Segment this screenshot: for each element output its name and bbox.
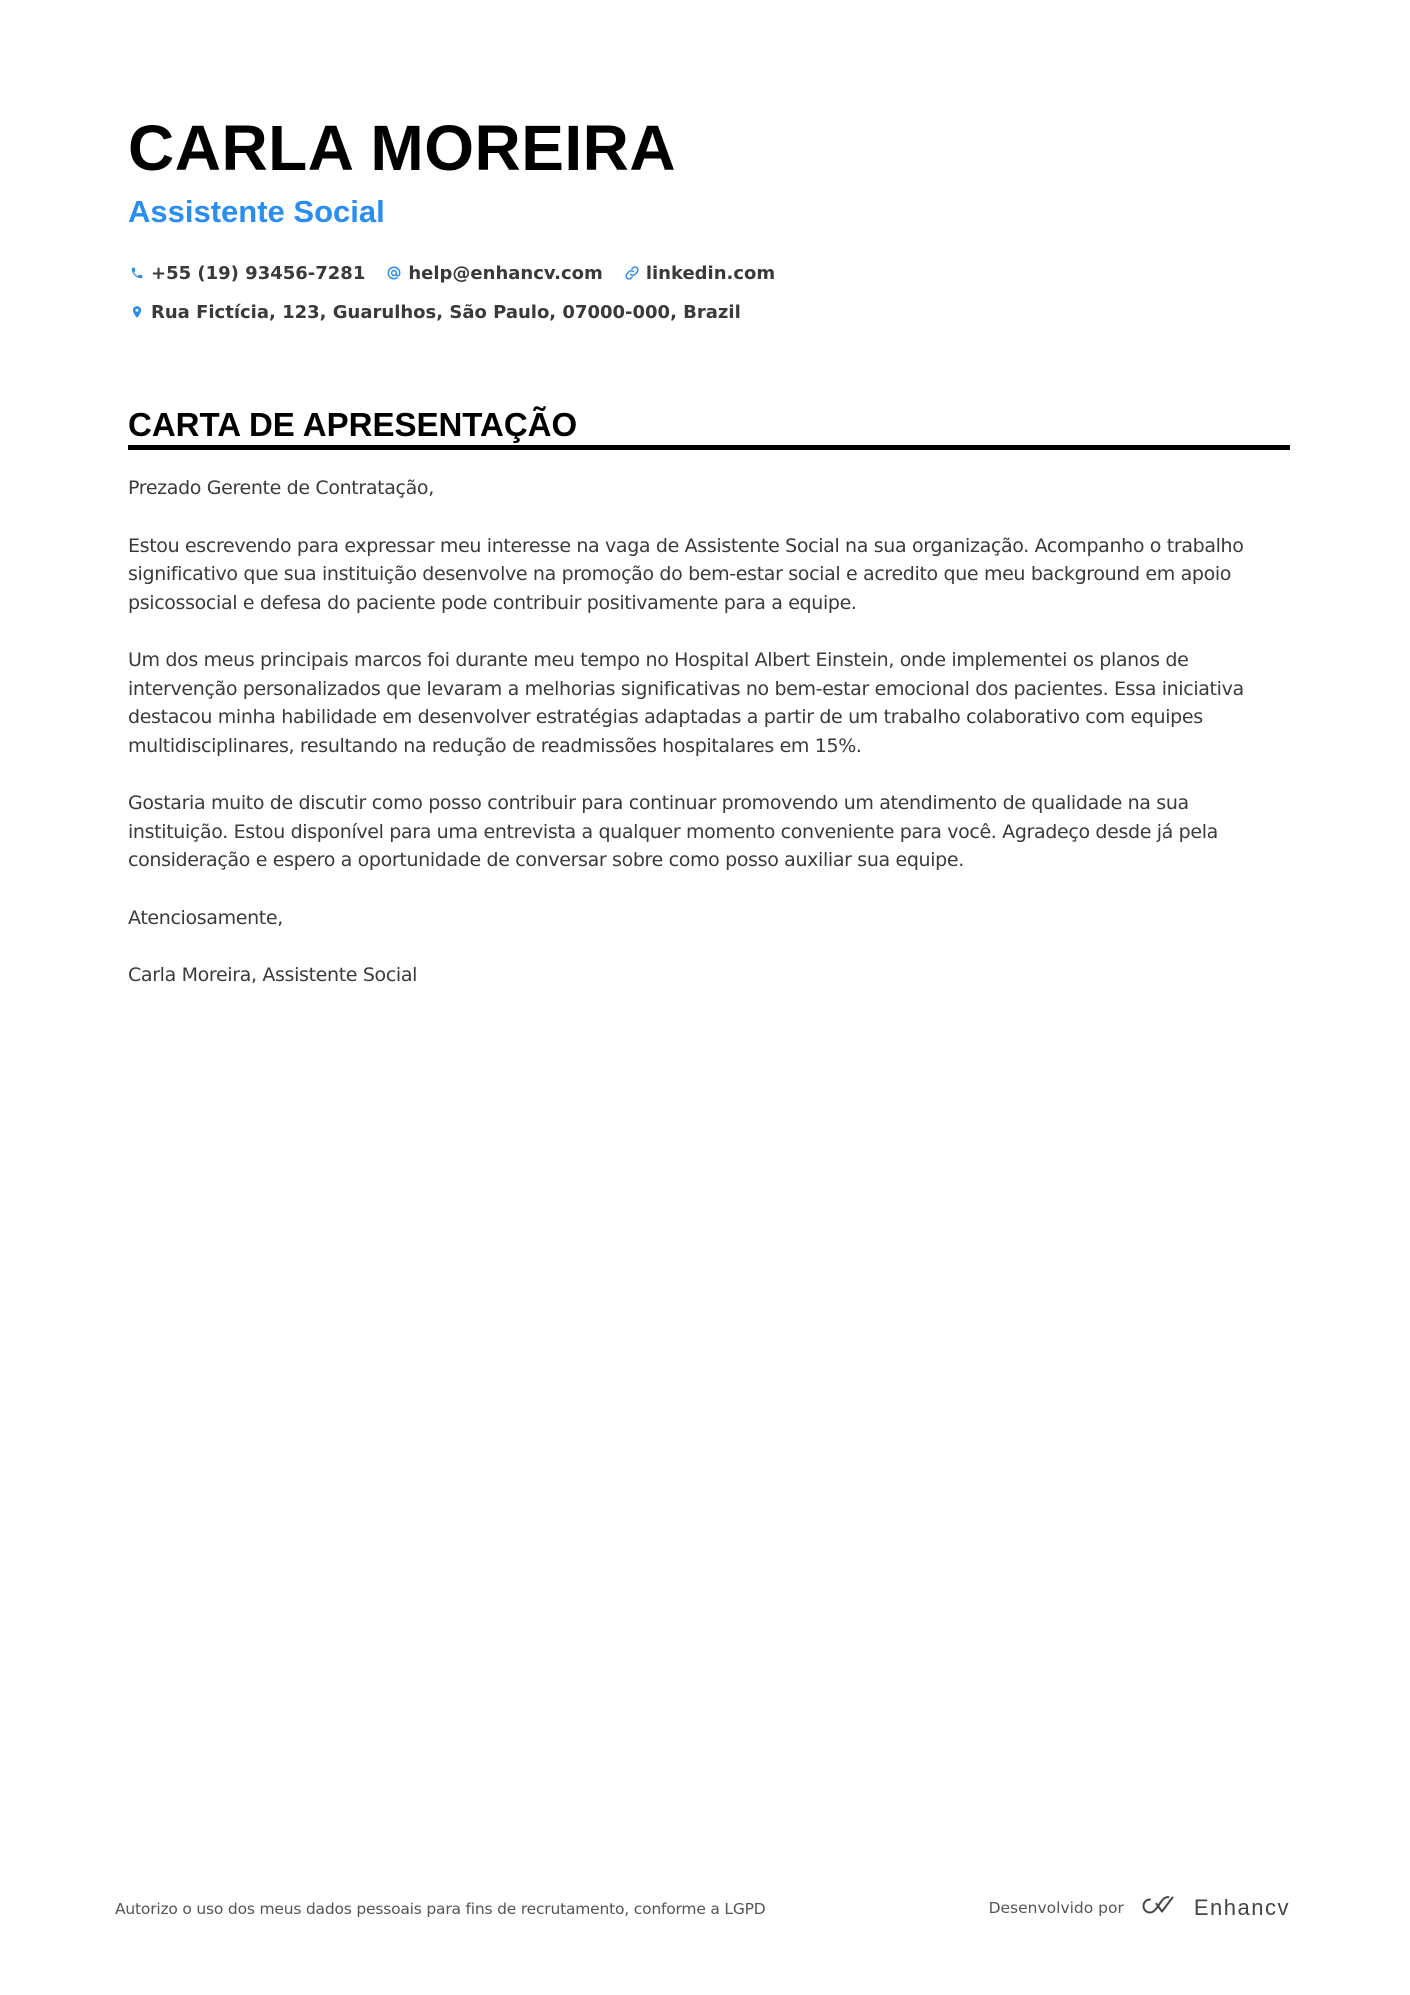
contact-email[interactable] xyxy=(385,263,602,284)
page-footer xyxy=(115,1888,1290,1928)
cover-letter-page xyxy=(128,108,1290,1019)
at-icon xyxy=(385,264,403,282)
contact-email-text[interactable]: help@enhancv.com xyxy=(408,262,603,284)
letter-body xyxy=(128,474,1290,990)
letter-closing: Atenciosamente, xyxy=(128,906,283,929)
contact-website[interactable] xyxy=(623,263,775,284)
contact-row-primary xyxy=(128,258,1290,288)
enhancv-logo-icon xyxy=(1136,1894,1182,1922)
powered-by[interactable] xyxy=(989,1888,1290,1928)
letter-salutation: Prezado Gerente de Contratação, xyxy=(128,477,434,499)
contact-info xyxy=(128,258,1290,327)
location-pin-icon xyxy=(128,303,146,321)
contact-website-text[interactable]: linkedin.com xyxy=(645,262,776,284)
letter-paragraph: Estou escrevendo para expressar meu interesse na vaga de Assistente Social na sua organização. Acompanho o trabalho significativo que sua instituição desenvolve na promoção do bem-estar social e acredito que meu background em apoio psicossocial e defesa do paciente pode contribuir positivamente para a equipe. xyxy=(128,534,1244,614)
letter-paragraph: Gostaria muito de discutir como posso contribuir para continuar promovendo um atendimento de qualidade na sua instituição. Estou disponível para uma entrevista a qualquer momento conveniente para você. Agradeço desde já pela consideração e espero a oportunidade de conversar sobre como posso auxiliar sua equipe. xyxy=(128,792,1218,871)
section-title: CARTA DE APRESENTAÇÃO xyxy=(128,406,578,443)
letter-signature: Carla Moreira, Assistente Social xyxy=(128,964,418,986)
powered-by-label: Desenvolvido por xyxy=(988,1899,1124,1917)
contact-row-address xyxy=(128,297,1290,327)
enhancv-brand[interactable] xyxy=(1136,1894,1290,1922)
candidate-name: CARLA MOREIRA xyxy=(128,112,677,184)
section-divider xyxy=(128,445,1290,450)
candidate-role: Assistente Social xyxy=(128,194,385,229)
letter-paragraph: Um dos meus principais marcos foi durante meu tempo no Hospital Albert Einstein, onde implementei os planos de intervenção personalizados que levaram a melhorias significativas no bem-estar emocional dos pacientes. Essa iniciativa destacou minha habilidade em desenvolver estratégias adaptadas a partir de um trabalho colaborativo com equipes multidisciplinares, resultando na redução de readmissões hospitalares em 15%. xyxy=(128,649,1244,757)
contact-address xyxy=(128,302,741,323)
contact-phone xyxy=(128,263,365,284)
phone-icon xyxy=(128,264,146,282)
link-icon xyxy=(623,264,641,282)
contact-address-text: Rua Fictícia, 123, Guarulhos, São Paulo, 07000-000, Brazil xyxy=(151,301,741,323)
lgpd-consent: Autorizo o uso dos meus dados pessoais para fins de recrutamento, conforme a LGPD xyxy=(115,1900,766,1918)
enhancv-brand-name[interactable]: Enhancv xyxy=(1193,1895,1290,1920)
contact-phone-text: +55 (19) 93456-7281 xyxy=(151,262,366,284)
